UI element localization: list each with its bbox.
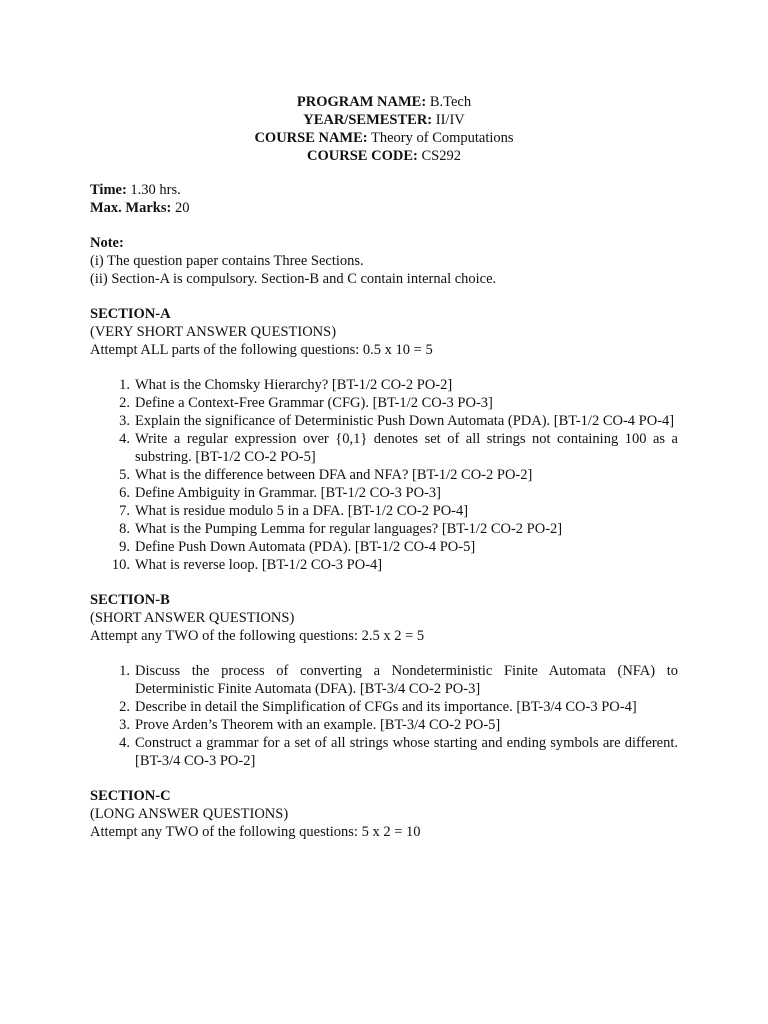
section-b-subtitle: (SHORT ANSWER QUESTIONS)	[90, 610, 295, 626]
question-text: Prove Arden’s Theorem with an example. [BT-3/4 CO-2 PO-5]	[135, 717, 501, 733]
question-item	[90, 502, 678, 520]
year-label: YEAR/SEMESTER:	[303, 112, 433, 128]
question-text: Construct a grammar for a set of all strings whose starting and ending symbols are different. [BT-3/4 CO-3 PO-2]	[135, 735, 678, 769]
section-a-title: SECTION-A	[90, 306, 171, 322]
question-text: Define Ambiguity in Grammar. [BT-1/2 CO-3 PO-3]	[135, 485, 441, 501]
section-c-instruction: Attempt any TWO of the following questions: 5 x 2 = 10	[90, 824, 421, 840]
question-text: What is the difference between DFA and NFA? [BT-1/2 CO-2 PO-2]	[135, 467, 533, 483]
question-item	[90, 734, 678, 770]
section-a-questions	[90, 376, 678, 574]
course-name-line	[0, 129, 768, 147]
question-text: Write a regular expression over {0,1} denotes set of all strings not containing 100 as a substring. [BT-1/2 CO-2 PO-5]	[135, 431, 678, 465]
section-c-subtitle: (LONG ANSWER QUESTIONS)	[90, 806, 289, 822]
question-text: Define a Context-Free Grammar (CFG). [BT-1/2 CO-3 PO-3]	[135, 395, 493, 411]
question-number: 2.	[119, 699, 130, 715]
section-b-title: SECTION-B	[90, 592, 170, 608]
question-number: 4.	[119, 735, 130, 751]
note-title: Note:	[90, 235, 124, 251]
note-line-2: (ii) Section-A is compulsory. Section-B and C contain internal choice.	[90, 271, 497, 287]
question-item	[90, 394, 678, 412]
time-value: 1.30 hrs.	[126, 182, 181, 198]
question-item	[90, 662, 678, 698]
question-number: 1.	[119, 377, 130, 393]
section-b-questions	[90, 662, 678, 770]
course-name-label: COURSE NAME:	[254, 130, 368, 146]
question-item	[90, 376, 678, 394]
course-code-value: CS292	[417, 148, 461, 164]
course-name-value: Theory of Computations	[367, 130, 514, 146]
question-item	[90, 716, 678, 734]
question-number: 1.	[119, 663, 130, 679]
section-a-instruction: Attempt ALL parts of the following questions: 0.5 x 10 = 5	[90, 342, 433, 358]
question-number: 7.	[119, 503, 130, 519]
question-number: 3.	[119, 413, 130, 429]
program-line	[0, 93, 768, 111]
section-c-title: SECTION-C	[90, 788, 171, 804]
program-label: PROGRAM NAME:	[296, 94, 427, 110]
note-line-1: (i) The question paper contains Three Sections.	[90, 253, 364, 269]
marks-line	[90, 199, 678, 217]
question-item	[90, 538, 678, 556]
program-value: B.Tech	[426, 94, 472, 110]
time-label: Time:	[90, 182, 127, 198]
section-b-instruction: Attempt any TWO of the following questions: 2.5 x 2 = 5	[90, 628, 425, 644]
question-number: 9.	[119, 539, 130, 555]
question-item	[90, 412, 678, 430]
marks-value: 20	[171, 200, 190, 216]
section-a-subtitle: (VERY SHORT ANSWER QUESTIONS)	[90, 324, 337, 340]
question-number: 10.	[111, 557, 130, 573]
question-text: Explain the significance of Deterministic Push Down Automata (PDA). [BT-1/2 CO-4 PO-4]	[135, 413, 675, 429]
question-text: What is reverse loop. [BT-1/2 CO-3 PO-4]	[135, 557, 383, 573]
question-text: What is the Chomsky Hierarchy? [BT-1/2 CO-2 PO-2]	[135, 377, 453, 393]
year-value: II/IV	[432, 112, 465, 128]
year-line	[0, 111, 768, 129]
question-item	[90, 484, 678, 502]
time-line	[90, 181, 678, 199]
question-text: Describe in detail the Simplification of CFGs and its importance. [BT-3/4 CO-3 PO-4]	[135, 699, 637, 715]
question-text: What is the Pumping Lemma for regular languages? [BT-1/2 CO-2 PO-2]	[135, 521, 563, 537]
question-number: 3.	[119, 717, 130, 733]
paper-header	[0, 93, 768, 165]
question-number: 8.	[119, 521, 130, 537]
question-number: 5.	[119, 467, 130, 483]
question-item	[90, 466, 678, 484]
marks-label: Max. Marks:	[90, 200, 172, 216]
question-item	[90, 430, 678, 466]
course-code-line	[0, 147, 768, 165]
question-number: 2.	[119, 395, 130, 411]
question-text: What is residue modulo 5 in a DFA. [BT-1/2 CO-2 PO-4]	[135, 503, 469, 519]
question-item	[90, 556, 678, 574]
question-item	[90, 520, 678, 538]
question-text: Define Push Down Automata (PDA). [BT-1/2 CO-4 PO-5]	[135, 539, 476, 555]
question-text: Discuss the process of converting a Nondeterministic Finite Automata (NFA) to Deterministic Finite Automata (DFA). [BT-3/4 CO-2 PO-3]	[135, 663, 678, 697]
paper-body	[90, 181, 678, 841]
question-number: 6.	[119, 485, 130, 501]
question-item	[90, 698, 678, 716]
question-number: 4.	[119, 431, 130, 447]
course-code-label: COURSE CODE:	[307, 148, 418, 164]
